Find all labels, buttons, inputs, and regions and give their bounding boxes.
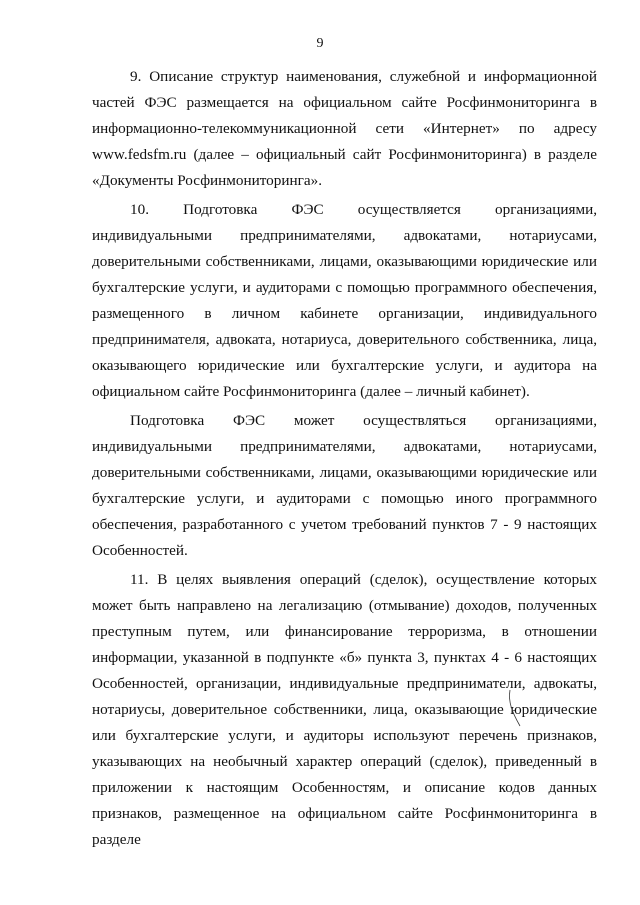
paragraph-9: 9. Описание структур наименования, служебной и информационной частей ФЭС размещается на официальном сайте Росфинмониторинга в информационно-телекоммуникационной сети «Интернет» по адресу www.fedsfm.ru (далее – официальный сайт Росфинмониторинга) в разделе «Документы Росфинмониторинга». xyxy=(92,68,597,189)
page-number: 9 xyxy=(316,36,324,51)
document-body xyxy=(92,64,597,853)
paragraph-10-continued: Подготовка ФЭС может осуществляться организациями, индивидуальными предпринимателями, адвокатами, нотариусами, доверительными собственниками, лицами, оказывающими юридические или бухгалтерские услуги, и аудиторами с помощью иного программного обеспечения, разработанного с учетом требований пунктов 7 - 9 настоящих Особенностей. xyxy=(92,412,597,559)
paragraph-10: 10. Подготовка ФЭС осуществляется организациями, индивидуальными предпринимателями, адвокатами, нотариусами, доверительными собственниками, лицами, оказывающими юридические или бухгалтерские услуги, и аудиторами с помощью программного обеспечения, размещенного в личном кабинете организации, индивидуального предпринимателя, адвоката, нотариуса, доверительного собственника, лица, оказывающего юридические или бухгалтерские услуги, и аудитора на официальном сайте Росфинмониторинга (далее – личный кабинет). xyxy=(92,201,597,400)
paragraph-11: 11. В целях выявления операций (сделок), осуществление которых может быть направлено на легализацию (отмывание) доходов, полученных преступным путем, или финансирование терроризма, в отношении информации, указанной в подпункте «б» пункта 3, пунктах 4 - 6 настоящих Особенностей, организации, индивидуальные предприниматели, адвокаты, нотариусы, доверительное собственники, лица, оказывающие юридические или бухгалтерские услуги, и аудиторы используют перечень признаков, указывающих на необычный характер операций (сделок), приведенный в приложении к настоящим Особенностям, и описание кодов данных признаков, размещенное на официальном сайте Росфинмониторинга в разделе xyxy=(92,571,597,848)
